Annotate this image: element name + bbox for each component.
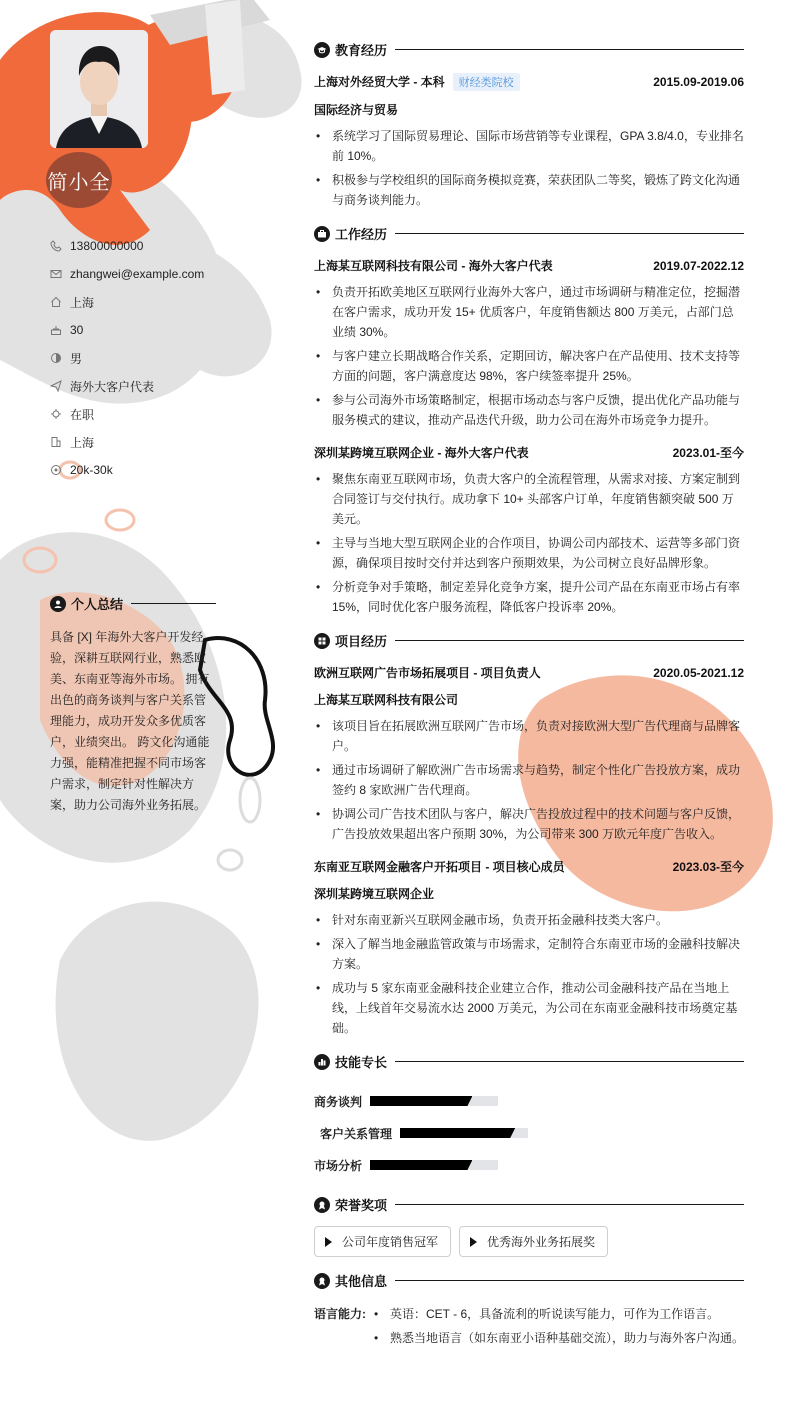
education-entry [314,73,744,210]
bullet-list [314,469,744,617]
section-header [314,1195,744,1214]
bullet-list [314,910,744,1038]
contact-city [50,428,204,456]
cake-icon [50,324,62,336]
list-item: • 与客户建立长期战略合作关系，定期回访，解决客户在产品使用、技术支持等方面的问题，客户满意度达 98%，客户续签率提升 25%。 [314,346,744,386]
section-title: 项目经历 [335,634,388,649]
candidate-name: 简小全 [47,171,111,194]
entry-title [314,73,520,91]
project-company: 上海某互联网科技有限公司 [314,693,459,707]
project-section [314,631,744,1038]
skill-list [314,1085,744,1181]
contact-text: 在职 [70,407,95,422]
list-item: • 英语：CET - 6，具备流利的听说读写能力，可作为工作语言。 [372,1304,744,1324]
list-item: • 针对东南亚新兴互联网金融市场，负责开拓金融科技类大客户。 [314,910,744,930]
skill-name: 市场分析 [314,1158,363,1173]
skill-bar-fill [400,1128,515,1138]
bullet-list [314,126,744,210]
project-entry [314,664,744,844]
section-title: 荣誉奖项 [335,1198,388,1213]
skill-bar [370,1096,498,1106]
work-section [314,224,744,617]
project-entry [314,858,744,1038]
skill-bar [400,1128,528,1138]
play-icon [470,1237,477,1247]
graduation-cap-icon [314,42,330,58]
section-title: 教育经历 [335,43,388,58]
section-divider [395,640,744,641]
school-name: 上海对外经贸大学 - 本科 [314,75,445,89]
contact-text: 20k-30k [70,463,113,477]
contact-position [50,372,204,400]
entry-date: 2015.09-2019.06 [653,75,744,89]
list-item: • 分析竞争对手策略，制定差异化竞争方案，提升公司产品在东南亚市场占有率 15%，同时优化客户服务流程，降低客户投诉率 20%。 [314,577,744,617]
skill-bar [370,1160,498,1170]
list-item: • 熟悉当地语言（如东南亚小语种基础交流），助力与海外客户沟通。 [372,1328,744,1348]
award-chip [314,1226,451,1257]
award-list [314,1226,744,1257]
school-tag: 财经类院校 [453,73,520,91]
list-item: • 主导与当地大型互联网企业的合作项目，协调公司内部技术、运营等多部门资源，确保项目按时交付并达到客户预期效果，为公司树立良好品牌形象。 [314,533,744,573]
entry-title: 欧洲互联网广告市场拓展项目 - 项目负责人 [314,666,541,680]
list-item: • 聚焦东南亚互联网市场，负责大客户的全流程管理，从需求对接、方案定制到合同签订与交付执行。成功拿下 10+ 头部客户订单，年度销售额突破 500 万美元。 [314,469,744,529]
phone-icon [50,240,62,252]
major-name: 国际经济与贸易 [314,103,399,117]
project-company: 深圳某跨境互联网企业 [314,887,435,901]
award-chip [459,1226,608,1257]
contact-text: 13800000000 [70,239,144,253]
list-item: • 积极参与学校组织的国际商务模拟竞赛，荣获团队二等奖，锻炼了跨文化沟通与商务谈判能力。 [314,170,744,210]
entry-date: 2020.05-2021.12 [653,665,744,680]
user-icon [50,596,66,612]
summary-section [50,594,216,816]
contact-text: 上海 [70,435,95,450]
bullet-list [314,282,744,430]
section-header [314,40,744,59]
contact-text: 30 [70,323,84,337]
other-section [314,1271,744,1352]
entry-date: 2019.07-2022.12 [653,258,744,273]
skill-name: 商务谈判 [314,1094,363,1109]
section-header [50,594,216,613]
contact-age [50,316,204,344]
section-divider [395,1280,744,1281]
summary-text: 具备 [X] 年海外大客户开发经验，深耕互联网行业，熟悉欧美、东南亚等海外市场。 拥有出色的商务谈判与客户关系管理能力，成功开发众多优质客户，业绩突出。 跨文化沟通能力强，能精准把握不同市场客户需求，制定针对性解决方案，助力公司海外业务拓展。 [50,630,210,812]
section-header [314,1052,744,1071]
entry-date: 2023.01-至今 [672,446,744,460]
work-entry [314,257,744,430]
entry-title: 东南亚互联网金融客户开拓项目 - 项目核心成员 [314,860,565,874]
work-entry [314,444,744,617]
skill-bar-fill [370,1160,472,1170]
bullet-list [372,1304,744,1352]
contact-phone [50,232,204,260]
contact-text: 男 [70,351,83,366]
entry-date: 2023.03-至今 [672,860,744,874]
bullet-list [314,716,744,844]
gender-icon [50,352,62,364]
awards-section [314,1195,744,1257]
contact-salary [50,456,204,484]
award-label: 优秀海外业务拓展奖 [487,1235,596,1249]
section-title: 技能专长 [335,1055,388,1070]
avatar-photo [50,30,148,148]
home-icon [50,296,62,308]
skill-item [320,1117,535,1149]
section-header [314,631,744,650]
education-section [314,40,744,210]
contact-text: 海外大客户代表 [70,379,155,394]
contact-list [50,232,204,484]
list-item: • 深入了解当地金融监管政策与市场需求，定制符合东南亚市场的金融科技解决方案。 [314,934,744,974]
building-icon [50,436,62,448]
section-divider [395,233,744,234]
list-item: • 负责开拓欧美地区互联网行业海外大客户，通过市场调研与精准定位，挖掘潜在客户需求，成功开发 15+ 优质客户，年度销售额达 800 万美元，占部门总业绩 30%。 [314,282,744,342]
list-item: • 该项目旨在拓展欧洲互联网广告市场，负责对接欧洲大型广告代理商与品牌客户。 [314,716,744,756]
send-icon [50,380,62,392]
list-item: • 成功与 5 家东南亚金融科技企业建立合作，推动公司金融科技产品在当地上线，上线首年交易流水达 2000 万美元，为公司在东南亚金融科技市场奠定基础。 [314,978,744,1038]
grid-icon [314,633,330,649]
contact-status [50,400,204,428]
contact-location [50,288,204,316]
status-icon [50,408,62,420]
section-divider [395,1061,744,1062]
list-item: • 协调公司广告技术团队与客户，解决广告投放过程中的技术问题与客户反馈，广告投放效果超出客户预期 30%，为公司带来 300 万欧元年度广告收入。 [314,804,744,844]
contact-text: 上海 [70,295,95,310]
briefcase-icon [314,226,330,242]
section-title: 其他信息 [335,1274,388,1289]
list-item: • 系统学习了国际贸易理论、国际市场营销等专业课程，GPA 3.8/4.0，专业排名前 10%。 [314,126,744,166]
name-badge [46,152,112,208]
section-divider [131,603,216,604]
info-icon [314,1273,330,1289]
skills-section [314,1052,744,1181]
contact-gender [50,344,204,372]
section-header [314,224,744,243]
language-label: 语言能力: [314,1307,366,1321]
skill-item [314,1085,529,1117]
contact-text: zhangwei@example.com [70,267,205,281]
entry-title: 上海某互联网科技有限公司 - 海外大客户代表 [314,259,553,273]
section-title: 个人总结 [71,597,124,612]
award-label: 公司年度销售冠军 [342,1235,439,1249]
entry-title: 深圳某跨境互联网企业 - 海外大客户代表 [314,446,529,460]
language-info [314,1304,744,1352]
contact-email [50,260,204,288]
list-item: • 通过市场调研了解欧洲广告市场需求与趋势，制定个性化广告投放方案，成功签约 8 家欧洲广告代理商。 [314,760,744,800]
section-divider [395,49,744,50]
bar-chart-icon [314,1054,330,1070]
list-item: • 参与公司海外市场策略制定，根据市场动态与客户反馈，提出优化产品功能与服务模式的建议，推动产品迭代升级，助力公司在海外市场竞争力提升。 [314,390,744,430]
award-icon [314,1197,330,1213]
salary-icon [50,464,62,476]
skill-item [314,1149,529,1181]
skill-name: 客户关系管理 [320,1126,393,1141]
skill-bar-fill [370,1096,472,1106]
section-header [314,1271,744,1290]
mail-icon [50,268,62,280]
section-divider [395,1204,744,1205]
play-icon [325,1237,332,1247]
section-title: 工作经历 [335,227,388,242]
main-content [314,40,744,1366]
